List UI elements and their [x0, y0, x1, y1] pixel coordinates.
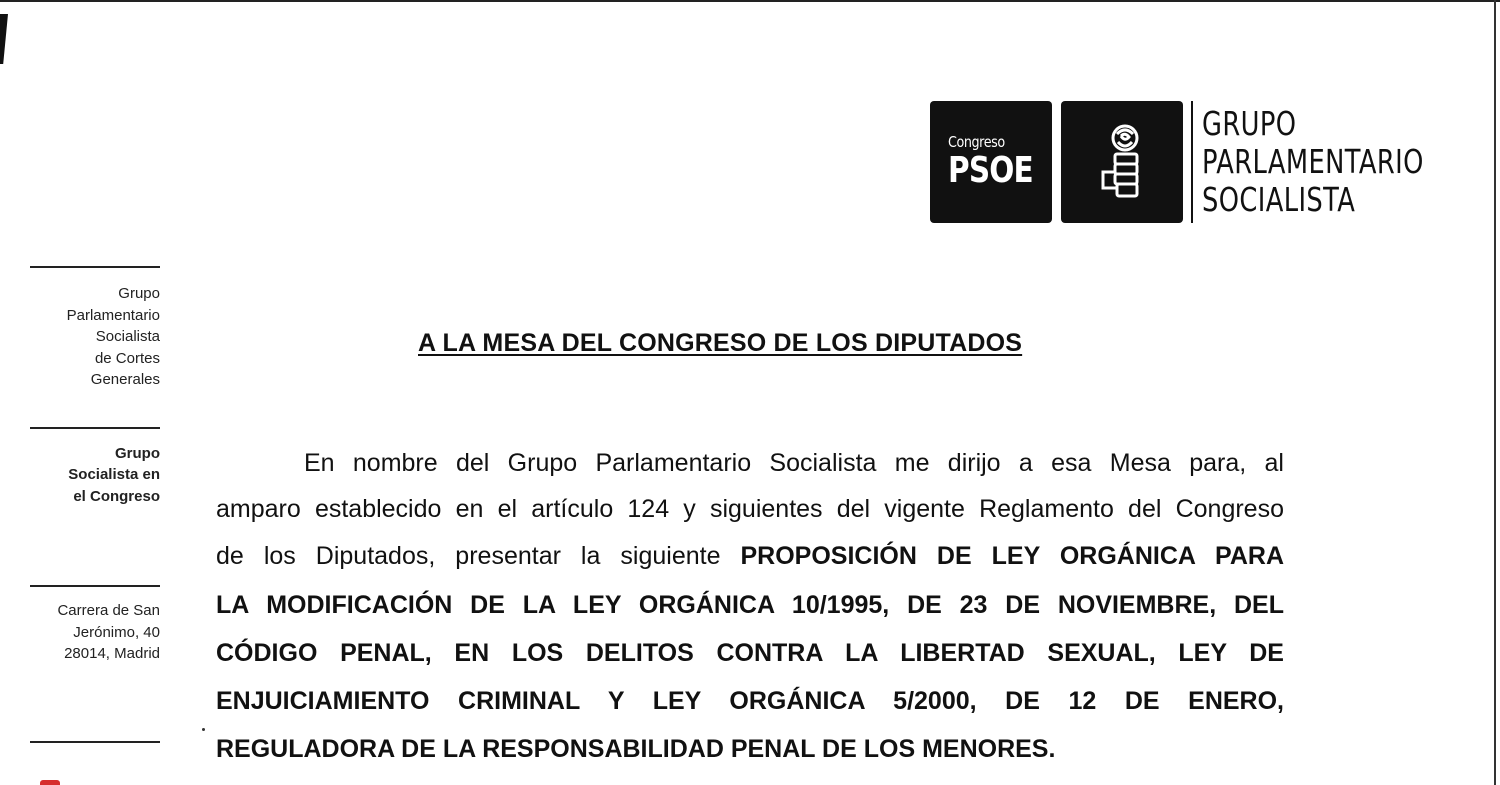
sidebar-block-congreso — [30, 443, 160, 508]
logo-psoe-text: PSOE — [948, 149, 1033, 191]
logo-congreso-text: Congreso — [948, 132, 1005, 151]
sidebar-divider — [30, 585, 160, 587]
paragraph-line-3-plain: de los Diputados, presentar la siguiente — [216, 542, 741, 570]
sidebar-text: 28014, Madrid — [64, 645, 160, 662]
sidebar-divider — [30, 266, 160, 268]
scan-mark-left — [0, 14, 8, 64]
scan-speck — [202, 728, 205, 731]
paragraph-line-4: LA MODIFICACIÓN DE LA LEY ORGÁNICA 10/1995, DE 23 DE NOVIEMBRE, DEL — [216, 591, 1284, 619]
paragraph-line-5: CÓDIGO PENAL, EN LOS DELITOS CONTRA LA LIBERTAD SEXUAL, LEY DE — [216, 639, 1284, 667]
sidebar-text: Socialista — [95, 328, 160, 345]
document-heading: A LA MESA DEL CONGRESO DE LOS DIPUTADOS — [418, 329, 1023, 357]
sidebar-block-cortes — [30, 283, 160, 391]
sidebar-text: de Cortes — [94, 349, 160, 367]
sidebar-text: Jerónimo, 40 — [73, 623, 160, 641]
rose-fist-svg — [1087, 122, 1157, 202]
sidebar-text: el Congreso — [73, 487, 160, 505]
red-logo-fragment — [40, 780, 60, 785]
rose-fist-icon — [1061, 101, 1183, 223]
sidebar-text: Generales — [90, 371, 160, 388]
sidebar-divider — [30, 427, 160, 429]
sidebar-block-address — [30, 600, 160, 665]
paragraph-line-7: REGULADORA DE LA RESPONSABILIDAD PENAL DE LOS MENORES. — [216, 735, 1056, 763]
logo-word-3: SOCIALISTA — [1202, 180, 1356, 219]
sidebar-text: Grupo — [118, 285, 160, 302]
paragraph-line-6: ENJUICIAMIENTO CRIMINAL Y LEY ORGÁNICA 5/2000, DE 12 DE ENERO, — [216, 687, 1284, 715]
paragraph-line-3 — [216, 541, 1284, 571]
sidebar — [30, 266, 160, 743]
paragraph-line-3-bold: PROPOSICIÓN DE LEY ORGÁNICA PARA — [740, 542, 1284, 570]
paragraph-line-2: amparo establecido en el artículo 124 y siguientes del vigente Reglamento del Congreso — [216, 495, 1284, 523]
psoe-logo — [930, 101, 1486, 223]
logo-group-name — [1202, 101, 1486, 223]
sidebar-text: Parlamentario — [66, 306, 160, 324]
scan-edge-right — [1494, 0, 1496, 785]
scan-edge-top — [0, 0, 1500, 2]
sidebar-text: Grupo — [115, 444, 160, 462]
logo-word-2: PARLAMENTARIO — [1202, 142, 1424, 181]
sidebar-text: Carrera de San — [57, 602, 160, 619]
logo-congreso-psoe-box — [930, 101, 1052, 223]
sidebar-divider — [30, 741, 160, 743]
logo-divider — [1191, 101, 1193, 223]
sidebar-text: Socialista en — [68, 466, 160, 483]
paragraph-line-1: En nombre del Grupo Parlamentario Socialista me dirijo a esa Mesa para, al — [304, 449, 1284, 477]
logo-word-1: GRUPO — [1202, 104, 1297, 143]
